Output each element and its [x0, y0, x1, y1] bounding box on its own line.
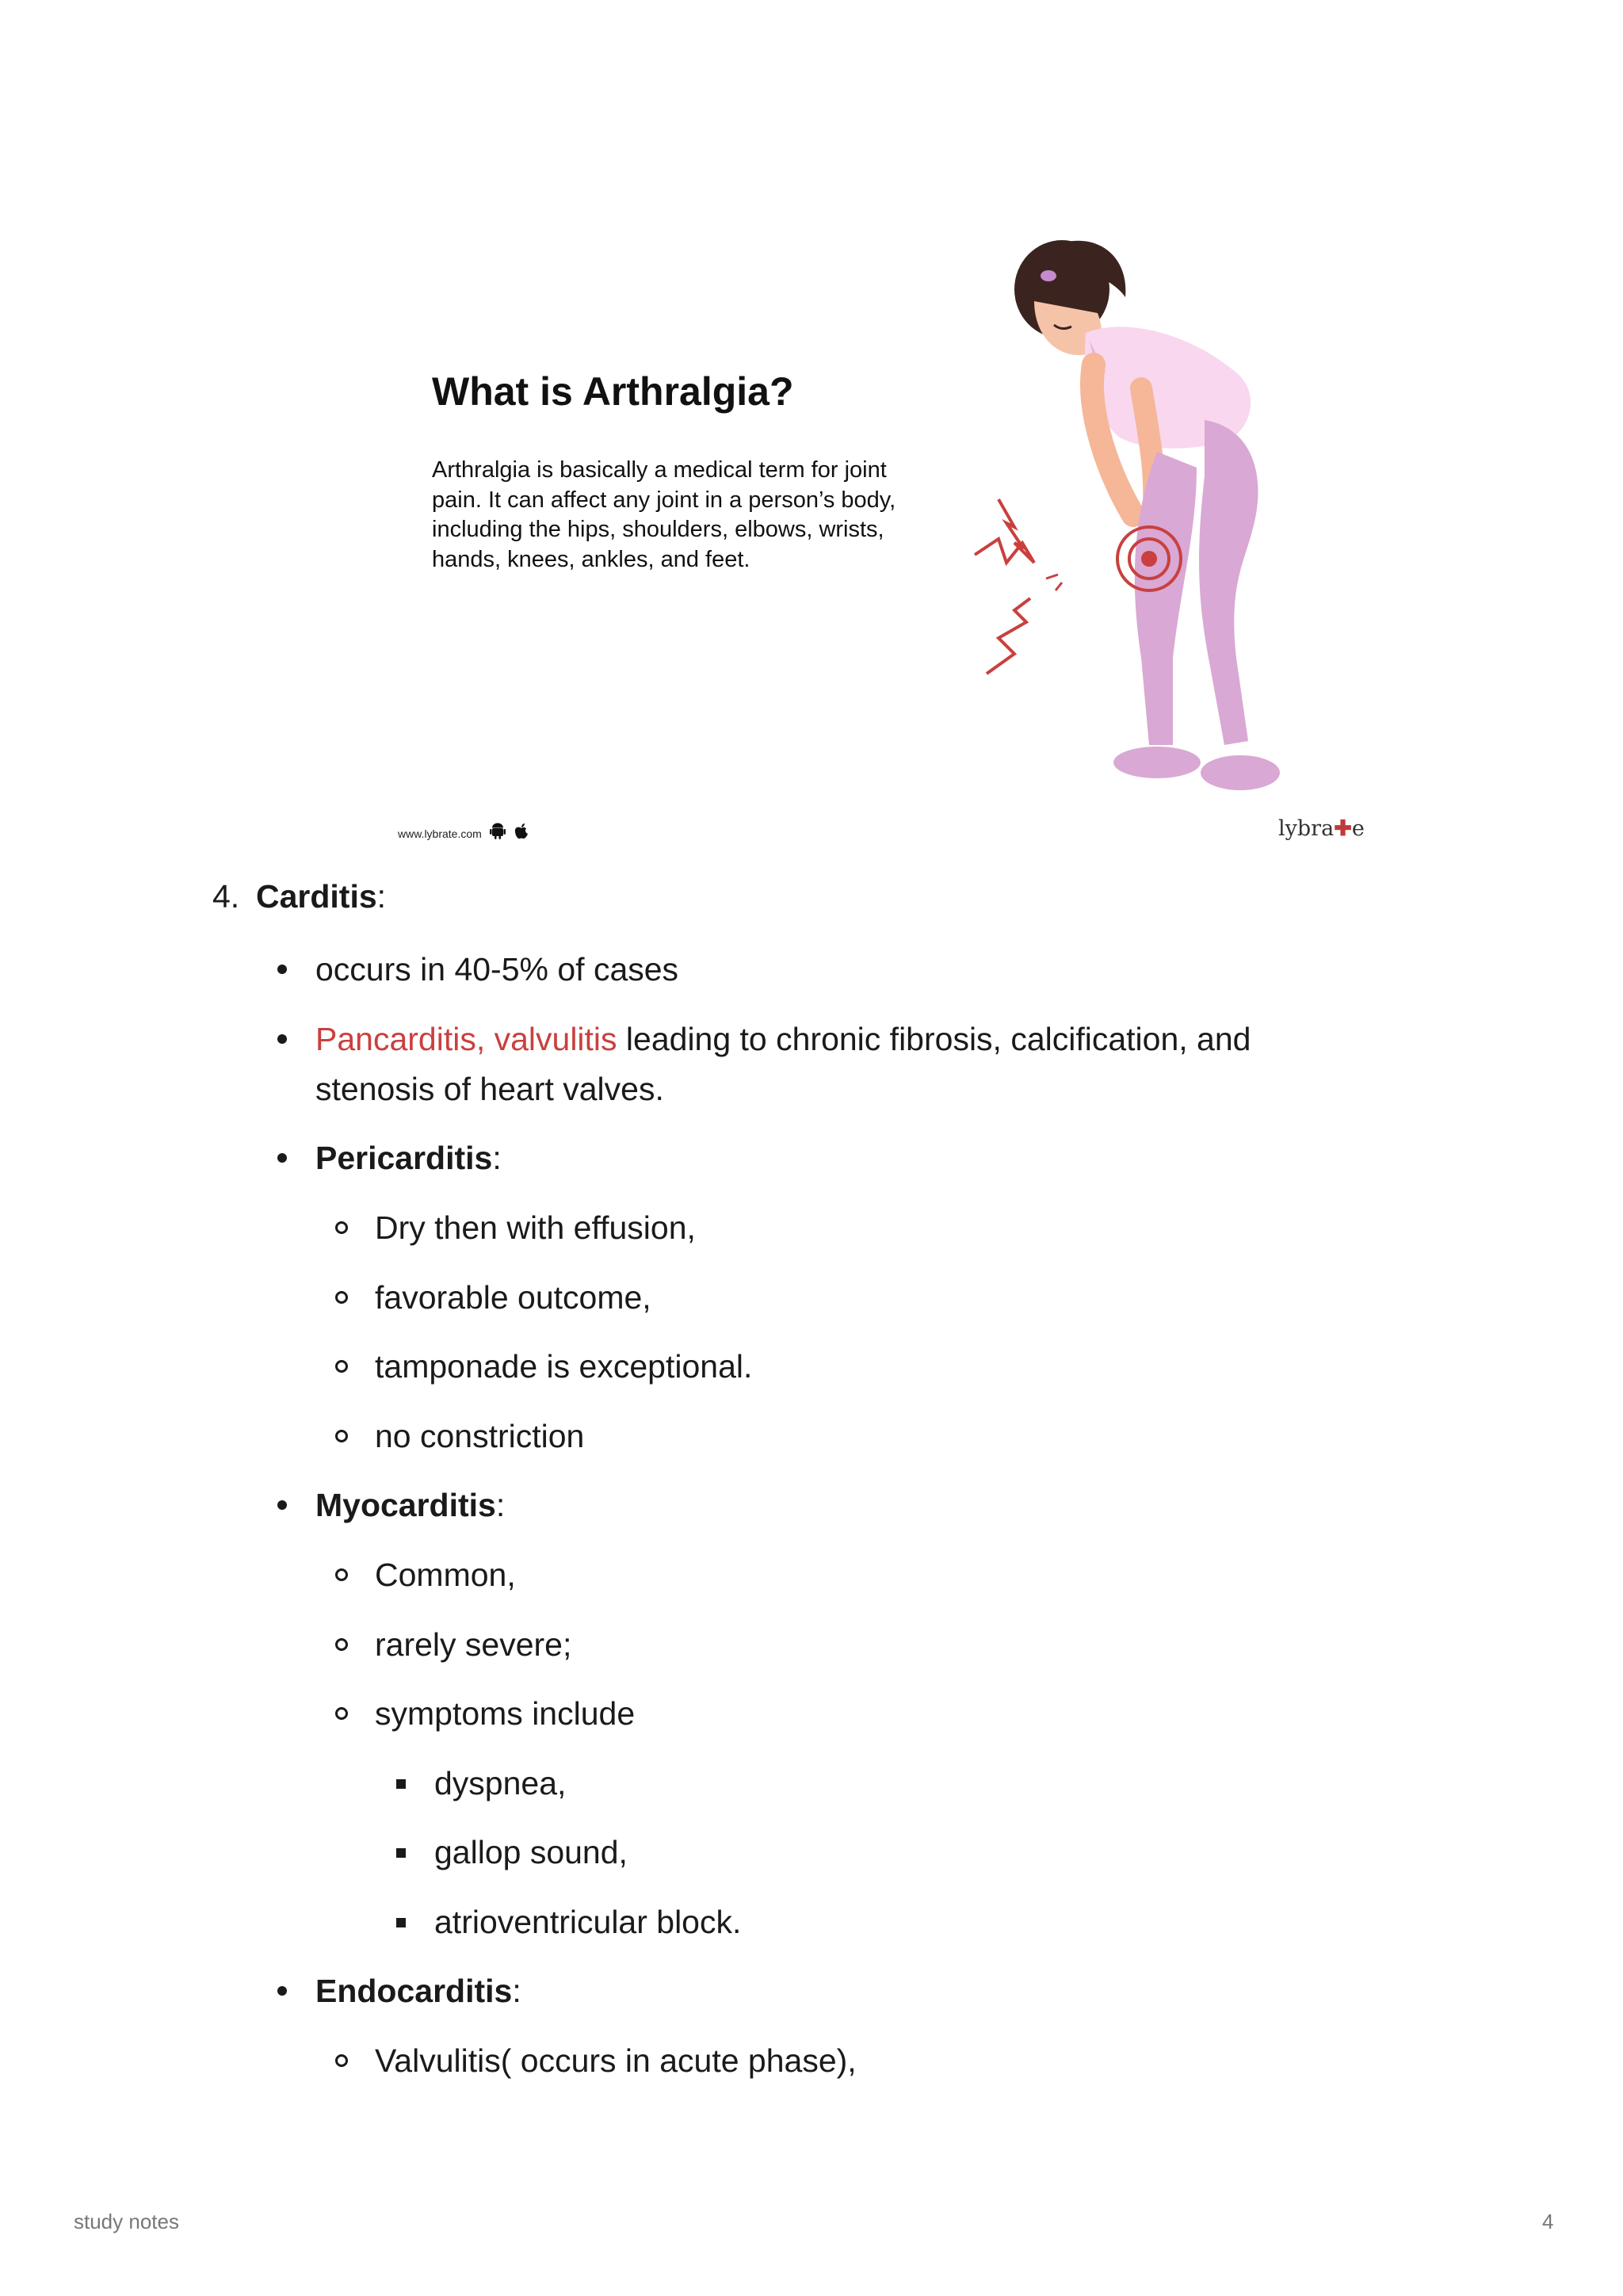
figure-body: Arthralgia is basically a medical term for joint pain. It can affect any joint in a person’s body, including the hips, shoulders, elbows, wrists, hands, knees, ankles, and feet.	[432, 457, 896, 572]
sub-bullet	[335, 1707, 348, 1720]
list-item: atrioventricular block.	[434, 1904, 742, 1940]
figure-footer	[398, 823, 529, 845]
subheading-pericarditis: Pericarditis:	[315, 1140, 502, 1176]
list-item: favorable outcome,	[375, 1279, 651, 1316]
sub-bullet	[335, 1430, 348, 1442]
square-bullet	[396, 1918, 406, 1927]
square-bullet	[396, 1779, 406, 1789]
square-bullet	[396, 1848, 406, 1858]
subheading-endocarditis: Endocarditis:	[315, 1973, 521, 2009]
arthralgia-figure	[380, 214, 1371, 856]
highlight-text: Pancarditis, valvulitis	[315, 1021, 617, 1057]
woman-knee-pain-illustration	[935, 214, 1347, 832]
list-item: occurs in 40-5% of cases	[315, 951, 679, 988]
list-item: Pancarditis, valvulitis leading to chronic fibrosis, calcification, and	[315, 1021, 1251, 1057]
sub-bullet	[335, 2054, 348, 2067]
android-icon	[490, 823, 506, 845]
bullet	[277, 1153, 287, 1163]
figure-title: What is Arthralgia?	[432, 369, 794, 414]
sub-bullet	[335, 1360, 348, 1373]
list-item: rarely severe;	[375, 1626, 572, 1663]
apple-icon	[514, 823, 529, 845]
section-heading: Carditis:	[256, 878, 387, 915]
page-number: 4	[1542, 2210, 1554, 2233]
list-item: Valvulitis( occurs in acute phase),	[375, 2042, 857, 2079]
plus-icon: ✚	[1334, 816, 1352, 841]
bullet	[277, 1986, 287, 1996]
list-item: Common,	[375, 1557, 516, 1593]
list-item: symptoms include	[375, 1695, 636, 1732]
sub-bullet	[335, 1638, 348, 1651]
bullet	[277, 1034, 287, 1044]
list-item-continuation: stenosis of heart valves.	[315, 1071, 664, 1107]
bullet	[277, 1500, 287, 1510]
list-number: 4.	[212, 878, 240, 915]
figure-url: www.lybrate.com	[398, 827, 482, 840]
bullet	[277, 965, 287, 974]
list-item: gallop sound,	[434, 1834, 628, 1870]
sub-bullet	[335, 1291, 348, 1304]
list-item: dyspnea,	[434, 1765, 567, 1801]
list-item: tamponade is exceptional.	[375, 1348, 753, 1385]
subheading-myocarditis: Myocarditis:	[315, 1487, 506, 1523]
sub-bullet	[335, 1568, 348, 1581]
lybrate-logo: lybra✚e	[1278, 816, 1365, 841]
sub-bullet	[335, 1221, 348, 1234]
footer-label: study notes	[74, 2210, 179, 2233]
list-item: no constriction	[375, 1418, 585, 1454]
list-item: Dry then with effusion,	[375, 1209, 696, 1246]
